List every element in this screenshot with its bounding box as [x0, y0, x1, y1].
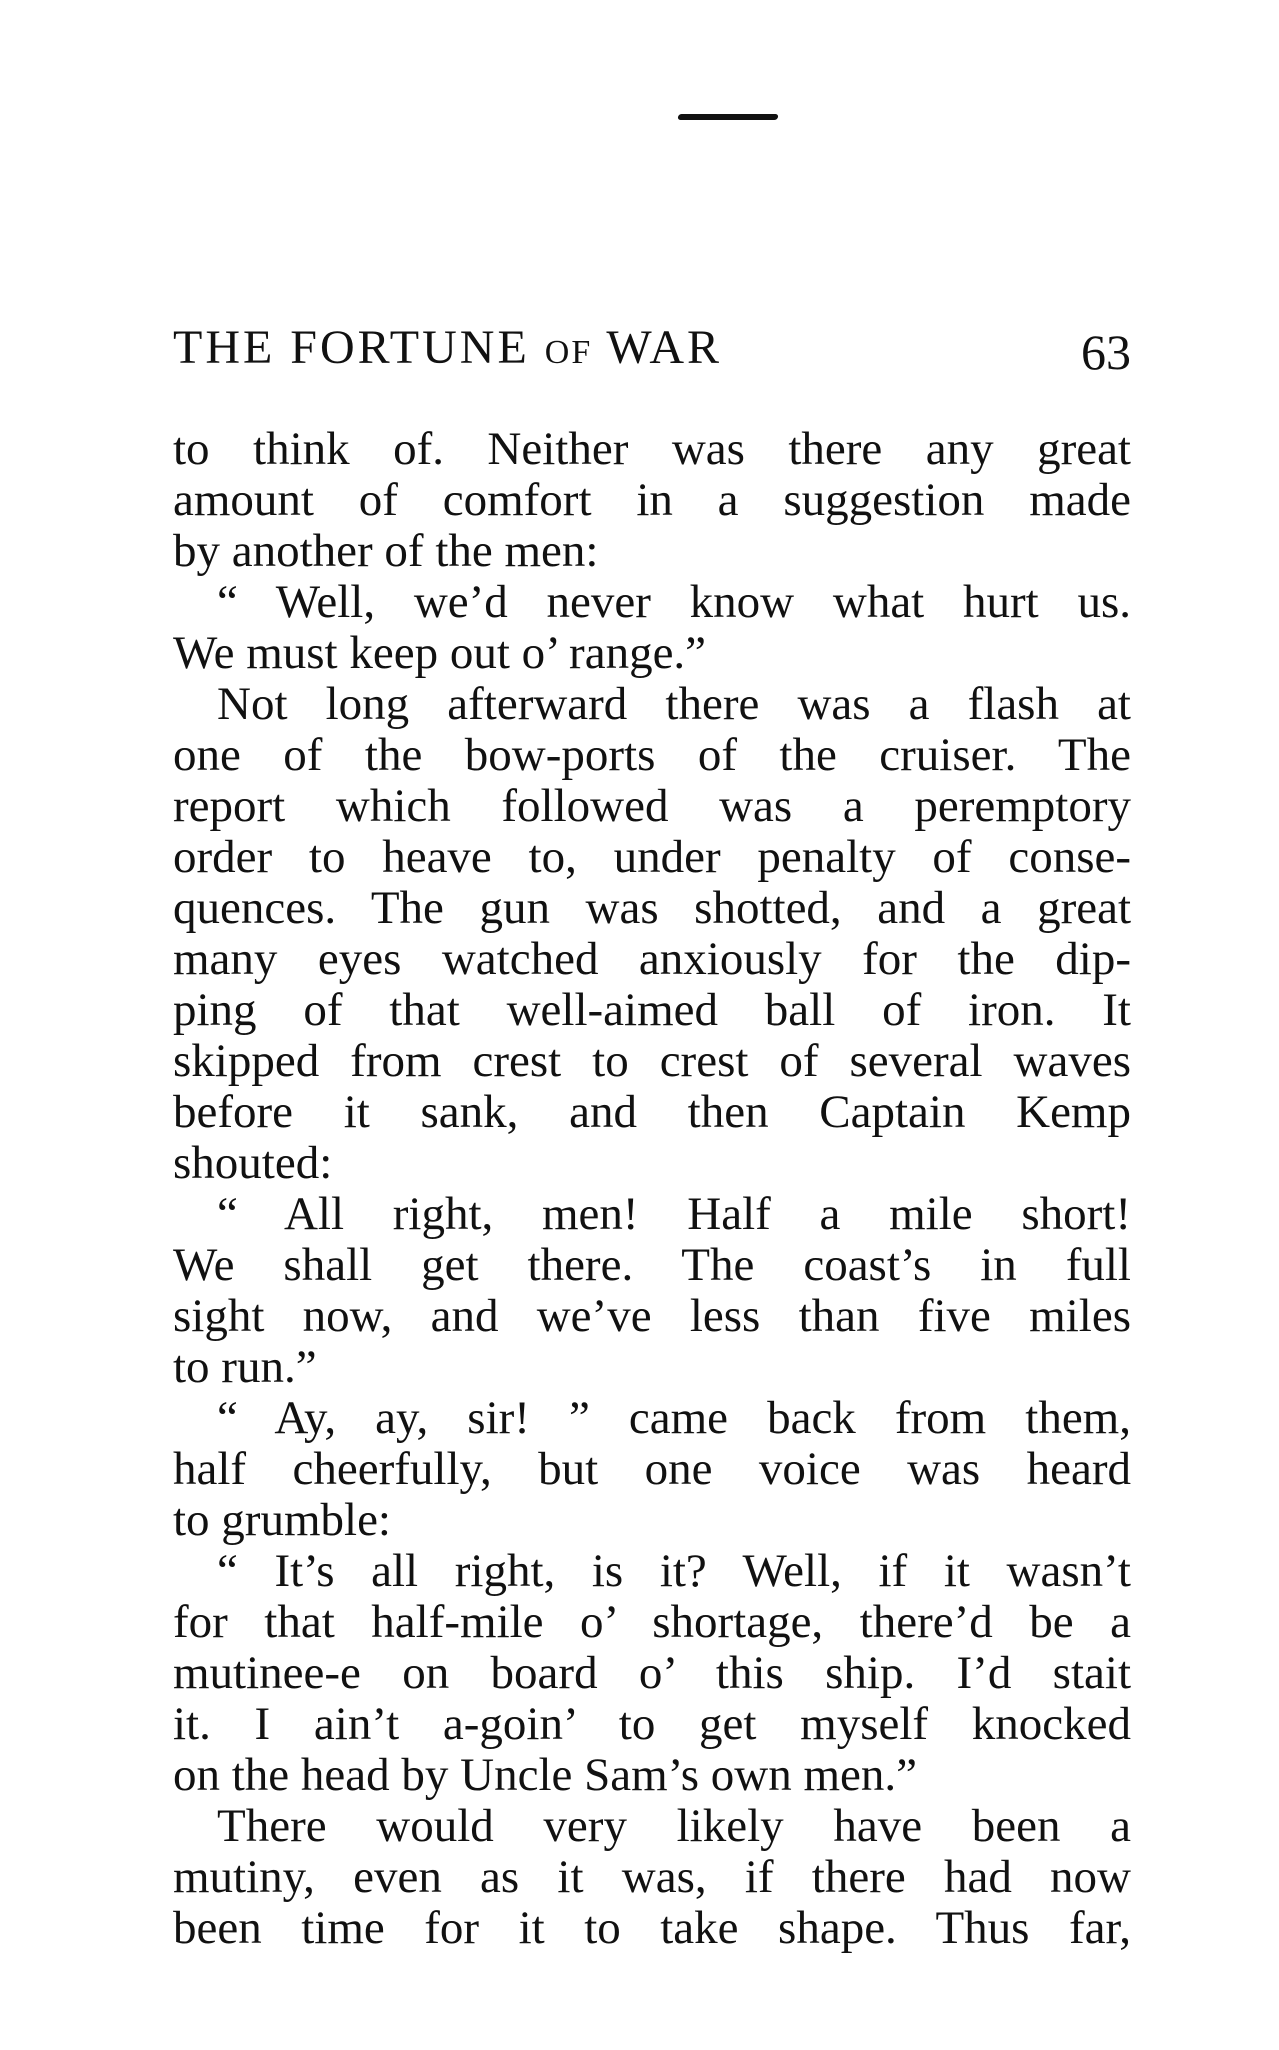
- running-title-part2: WAR: [592, 321, 723, 374]
- text-line: We shall get there. The coast’s in full: [173, 1240, 1131, 1291]
- body-text: [173, 424, 1131, 1954]
- text-line: Not long afterward there was a flash at: [217, 679, 1131, 730]
- text-line: sight now, and we’ve less than five miles: [173, 1291, 1131, 1342]
- running-title: [173, 318, 722, 383]
- text-line: it. I ain’t a-goin’ to get myself knocked: [173, 1699, 1131, 1750]
- page-number: 63: [1081, 324, 1131, 380]
- text-line: order to heave to, under penalty of conse-: [173, 832, 1131, 883]
- text-line: mutinee-e on board o’ this ship. I’d stait: [173, 1648, 1131, 1699]
- text-line: “ Ay, ay, sir! ” came back from them,: [217, 1393, 1131, 1444]
- text-line: report which followed was a peremptory: [173, 781, 1131, 832]
- text-line: been time for it to take shape. Thus far,: [173, 1903, 1131, 1954]
- text-line: to run.”: [173, 1342, 317, 1393]
- text-line: half cheerfully, but one voice was heard: [173, 1444, 1131, 1495]
- text-line: on the head by Uncle Sam’s own men.”: [173, 1750, 917, 1801]
- running-head: [173, 318, 1131, 378]
- text-line: before it sank, and then Captain Kemp: [173, 1087, 1131, 1138]
- text-line: mutiny, even as it was, if there had now: [173, 1852, 1131, 1903]
- decorative-rule: [677, 114, 778, 120]
- text-line: “ It’s all right, is it? Well, if it wasn’t: [217, 1546, 1131, 1597]
- text-line: “ All right, men! Half a mile short!: [217, 1189, 1131, 1240]
- text-line: We must keep out o’ range.”: [173, 628, 707, 679]
- text-line: quences. The gun was shotted, and a great: [173, 883, 1131, 934]
- text-line: for that half-mile o’ shortage, there’d be a: [173, 1597, 1131, 1648]
- text-line: “ Well, we’d never know what hurt us.: [217, 577, 1131, 628]
- text-line: one of the bow-ports of the cruiser. The: [173, 730, 1131, 781]
- text-line: amount of comfort in a suggestion made: [173, 475, 1131, 526]
- text-line: to think of. Neither was there any great: [173, 424, 1131, 475]
- text-line: many eyes watched anxiously for the dip-: [173, 934, 1131, 985]
- text-line: to grumble:: [173, 1495, 391, 1546]
- running-title-of: OF: [544, 334, 593, 371]
- text-line: ping of that well-aimed ball of iron. It: [173, 985, 1131, 1036]
- running-title-part1: THE FORTUNE: [173, 321, 545, 374]
- text-line: shouted:: [173, 1138, 333, 1189]
- text-line: skipped from crest to crest of several waves: [173, 1036, 1131, 1087]
- text-line: There would very likely have been a: [217, 1801, 1131, 1852]
- text-line: by another of the men:: [173, 526, 599, 577]
